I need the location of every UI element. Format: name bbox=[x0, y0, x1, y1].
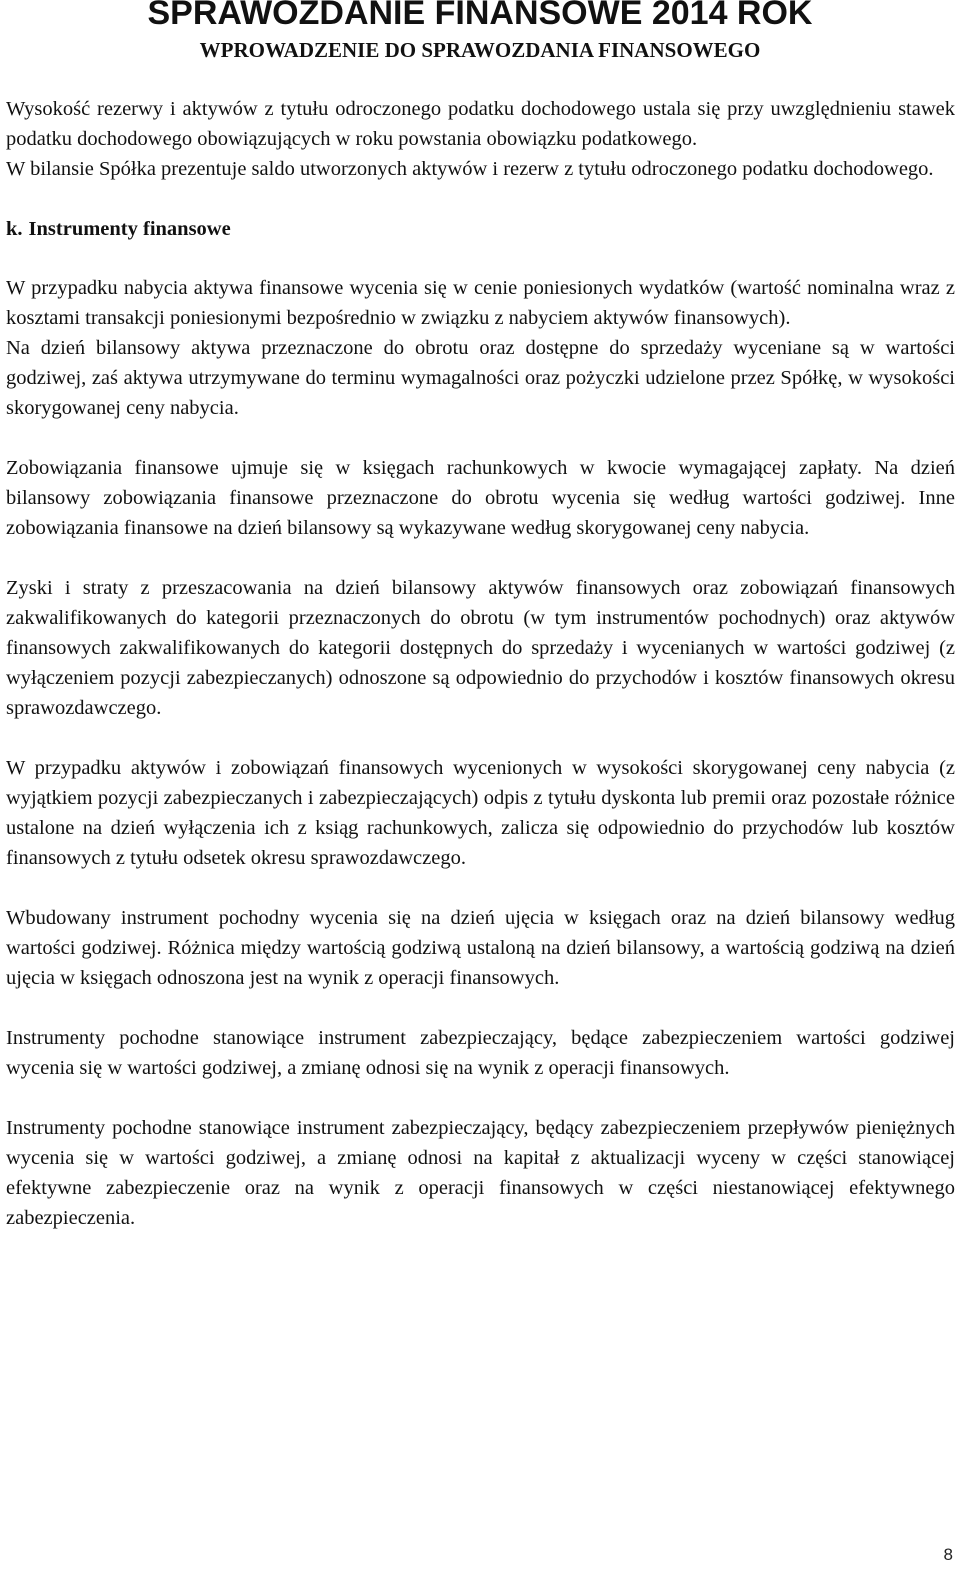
section-paragraph-4: Zyski i straty z przeszacowania na dzień bilansowy aktywów finansowych oraz zobowiązań finansowych zakwalifikowanych do kategorii przeznaczonych do obrotu (w tym instrumentów pochodnych) oraz aktywów finansowych zakwalifikowanych do kategorii dostępnych do sprzedaży i wycenianych w wartości godziwej (z wyłączeniem pozycji zabezpieczanych) odnoszone są odpowiednio do przychodów i kosztów finansowych okresu sprawozdawczego. bbox=[6, 577, 955, 719]
document-title: SPRAWOZDANIE FINANSOWE 2014 ROK bbox=[147, 0, 813, 32]
section-heading bbox=[6, 214, 955, 244]
document-body bbox=[6, 94, 955, 1233]
section-letter: k. bbox=[6, 218, 23, 240]
section-title: Instrumenty finansowe bbox=[28, 218, 231, 240]
intro-paragraph-2: W bilansie Spółka prezentuje saldo utworzonych aktywów i rezerw z tytułu odroczonego podatku dochodowego. bbox=[6, 158, 934, 180]
document-subtitle: WPROWADZENIE DO SPRAWOZDANIA FINANSOWEGO bbox=[199, 38, 761, 62]
section-paragraph-7: Instrumenty pochodne stanowiące instrument zabezpieczający, będące zabezpieczeniem wartości godziwej wycenia się w wartości godziwej, a zmianę odnosi się na wynik z operacji finansowych. bbox=[6, 1027, 955, 1079]
section-paragraph-1: W przypadku nabycia aktywa finansowe wycenia się w cenie poniesionych wydatków (wartość nominalna wraz z kosztami transakcji poniesionymi bezpośrednio w związku z nabyciem aktywów finansowych). bbox=[6, 277, 955, 329]
section-paragraph-3: Zobowiązania finansowe ujmuje się w księgach rachunkowych w kwocie wymagającej zapłaty. Na dzień bilansowy zobowiązania finansowe przeznaczone do obrotu wycenia się według wartości godziwej. Inne zobowiązania finansowe na dzień bilansowy są wykazywane według skorygowanej ceny nabycia. bbox=[6, 457, 955, 539]
section-paragraph-2: Na dzień bilansowy aktywa przeznaczone do obrotu oraz dostępne do sprzedaży wyceniane są w wartości godziwej, zaś aktywa utrzymywane do terminu wymagalności oraz pożyczki udzielone przez Spółkę, w wysokości skorygowanej ceny nabycia. bbox=[6, 337, 955, 419]
section-paragraph-8: Instrumenty pochodne stanowiące instrument zabezpieczający, będący zabezpieczeniem przepływów pieniężnych wycenia się w wartości godziwej, a zmianę odnosi na kapitał z aktualizacji wyceny w części stanowiącej efektywne zabezpieczenie oraz na wynik z operacji finansowych w części niestanowiącej efektywnego zabezpieczenia. bbox=[6, 1117, 955, 1229]
intro-paragraph-1: Wysokość rezerwy i aktywów z tytułu odroczonego podatku dochodowego ustala się przy uwzględnieniu stawek podatku dochodowego obowiązujących w roku powstania obowiązku podatkowego. bbox=[6, 98, 955, 150]
section-paragraph-5: W przypadku aktywów i zobowiązań finansowych wycenionych w wysokości skorygowanej ceny nabycia (z wyjątkiem pozycji zabezpieczanych i zabezpieczających) odpis z tytułu dyskonta lub premii oraz pozostałe różnice ustalone na dzień wyłączenia ich z ksiąg rachunkowych, zalicza się odpowiednio do przychodów lub kosztów finansowych z tytułu odsetek okresu sprawozdawczego. bbox=[6, 757, 955, 869]
section-paragraph-6: Wbudowany instrument pochodny wycenia się na dzień ujęcia w księgach oraz na dzień bilansowy według wartości godziwej. Różnica między wartością godziwą ustaloną na dzień bilansowy, a wartością godziwą na dzień ujęcia w księgach odnoszona jest na wynik z operacji finansowych. bbox=[6, 907, 955, 989]
page-number: 8 bbox=[943, 1545, 953, 1564]
